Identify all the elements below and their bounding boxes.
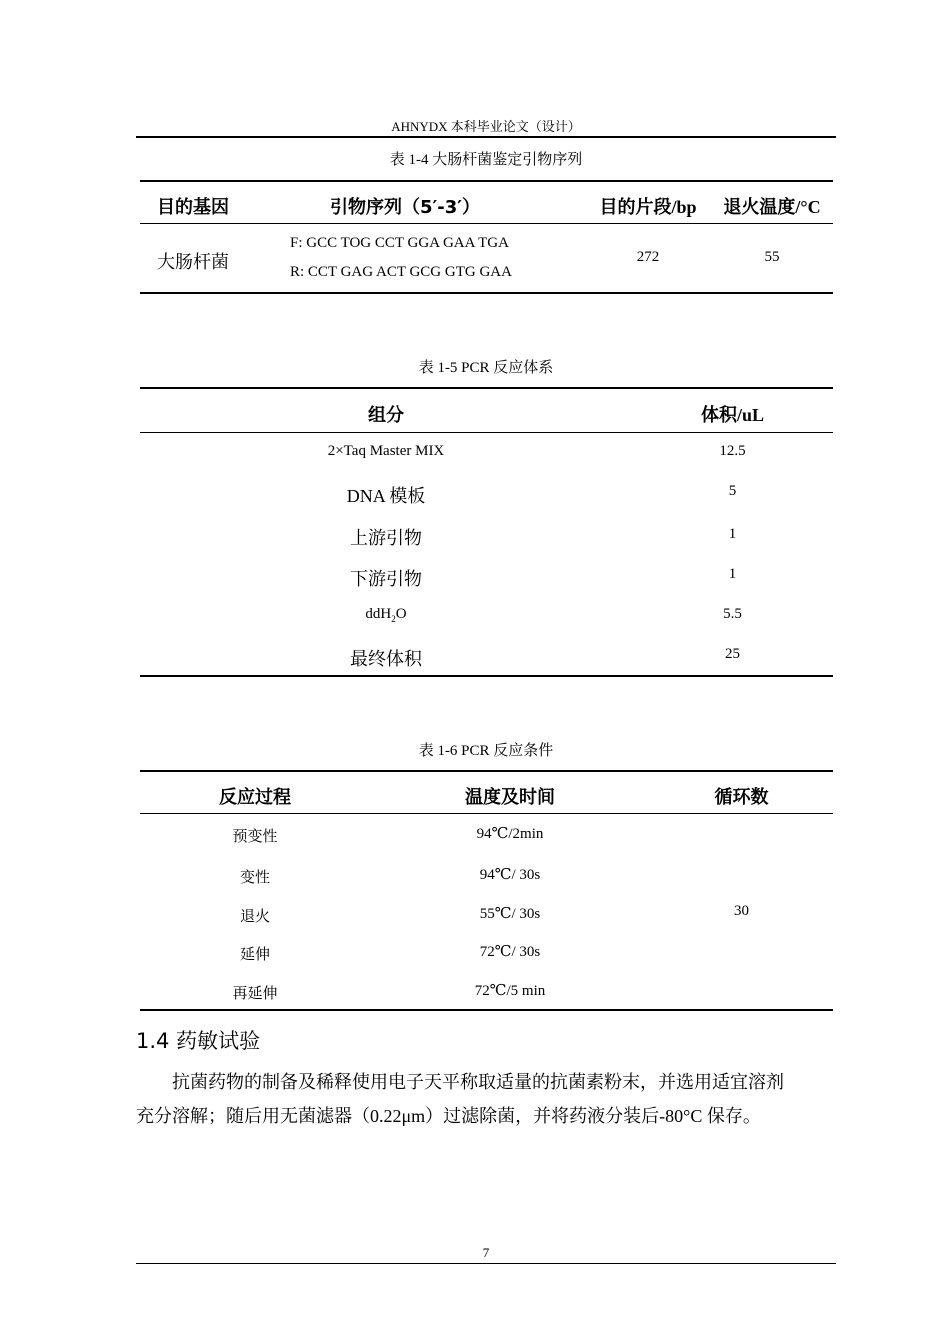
table-5-row-component: 下游引物 — [350, 569, 422, 589]
table-5-row-volume: 25 — [725, 646, 740, 662]
table-5-header-component: 组分 — [368, 405, 404, 426]
table-5-row-component: 2×Taq Master MIX — [327, 443, 445, 459]
table-6-row-process: 变性 — [239, 870, 270, 886]
table-6-header-process: 反应过程 — [219, 787, 291, 808]
table-5-row-volume: 12.5 — [719, 443, 746, 459]
table-5-row-volume: 5.5 — [723, 606, 742, 622]
table-5-row-component: 上游引物 — [350, 528, 422, 548]
paragraph-line-1: 抗菌药物的制备及稀释使用电子天平称取适量的抗菌素粉末，并选用适宜溶剂 — [172, 1072, 784, 1092]
table-4-header-primer: 引物序列（5′-3′） — [329, 197, 480, 218]
table-5-row-component-ddh2o: ddH$_2$O — [365, 606, 407, 624]
table-4-caption: 表 1-4 大肠杆菌鉴定引物序列 — [389, 152, 583, 168]
section-heading: 1.4 药敏试验 — [136, 1029, 261, 1053]
table-6-top-rule — [140, 770, 833, 772]
table-6-bottom-rule — [140, 1009, 833, 1011]
table-6-row-process: 延伸 — [239, 947, 270, 963]
table-6-mid-rule — [140, 813, 833, 814]
table-4-header-fragment: 目的片段/bp — [599, 197, 697, 217]
table-4-header-gene: 目的基因 — [157, 197, 229, 218]
table-6-header-cycles: 循环数 — [714, 787, 769, 808]
table-6-row-process: 预变性 — [232, 829, 278, 845]
table-5-caption: 表 1-5 PCR 反应体系 — [418, 360, 554, 376]
table-5-top-rule — [140, 387, 833, 389]
table-4-top-rule — [140, 180, 833, 182]
table-6-row-temp-time: 94℃/2min — [476, 826, 544, 842]
table-5-row-component: DNA 模板 — [346, 486, 426, 506]
table-4-gene: 大肠杆菌 — [157, 252, 229, 272]
table-4-primer-r: R: CCT GAG ACT GCG GTG GAA — [290, 264, 512, 280]
page-number: 7 — [482, 1245, 490, 1260]
table-5-mid-rule — [140, 432, 833, 433]
table-6-header-temp-time: 温度及时间 — [465, 787, 555, 808]
table-4-mid-rule — [140, 223, 833, 224]
table-5-header-volume: 体积/uL — [700, 405, 765, 425]
paragraph-line-2: 充分溶解；随后用无菌滤器（0.22μm）过滤除菌，并将药液分装后-80°C 保存。 — [136, 1106, 761, 1126]
table-6-caption: 表 1-6 PCR 反应条件 — [418, 743, 554, 759]
table-6-row-process: 退火 — [239, 909, 270, 925]
table-6-row-temp-time: 72℃/ 30s — [479, 944, 541, 960]
table-5-row-volume: 1 — [728, 566, 737, 582]
footer-rule — [136, 1263, 836, 1264]
table-5-bottom-rule — [140, 675, 833, 677]
table-4-temp: 55 — [764, 249, 780, 265]
table-5-row-component: 最终体积 — [350, 649, 422, 669]
table-4-bottom-rule — [140, 292, 833, 294]
table-5-row-volume: 1 — [728, 526, 737, 542]
table-6-row-temp-time: 94℃/ 30s — [479, 867, 541, 883]
table-6-row-process: 再延伸 — [232, 986, 278, 1002]
table-4-header-temp: 退火温度/°C — [723, 197, 821, 217]
table-4-primer-f: F: GCC TOG CCT GGA GAA TGA — [290, 235, 509, 251]
table-4-fragment: 272 — [636, 249, 660, 265]
running-header: AHNYDX 本科毕业论文（设计） — [391, 119, 581, 134]
table-5-row-volume: 5 — [728, 483, 737, 499]
table-6-row-temp-time: 72℃/5 min — [474, 983, 546, 999]
table-6-cycles: 30 — [734, 903, 749, 919]
table-6-row-temp-time: 55℃/ 30s — [479, 906, 541, 922]
header-rule — [136, 136, 836, 138]
